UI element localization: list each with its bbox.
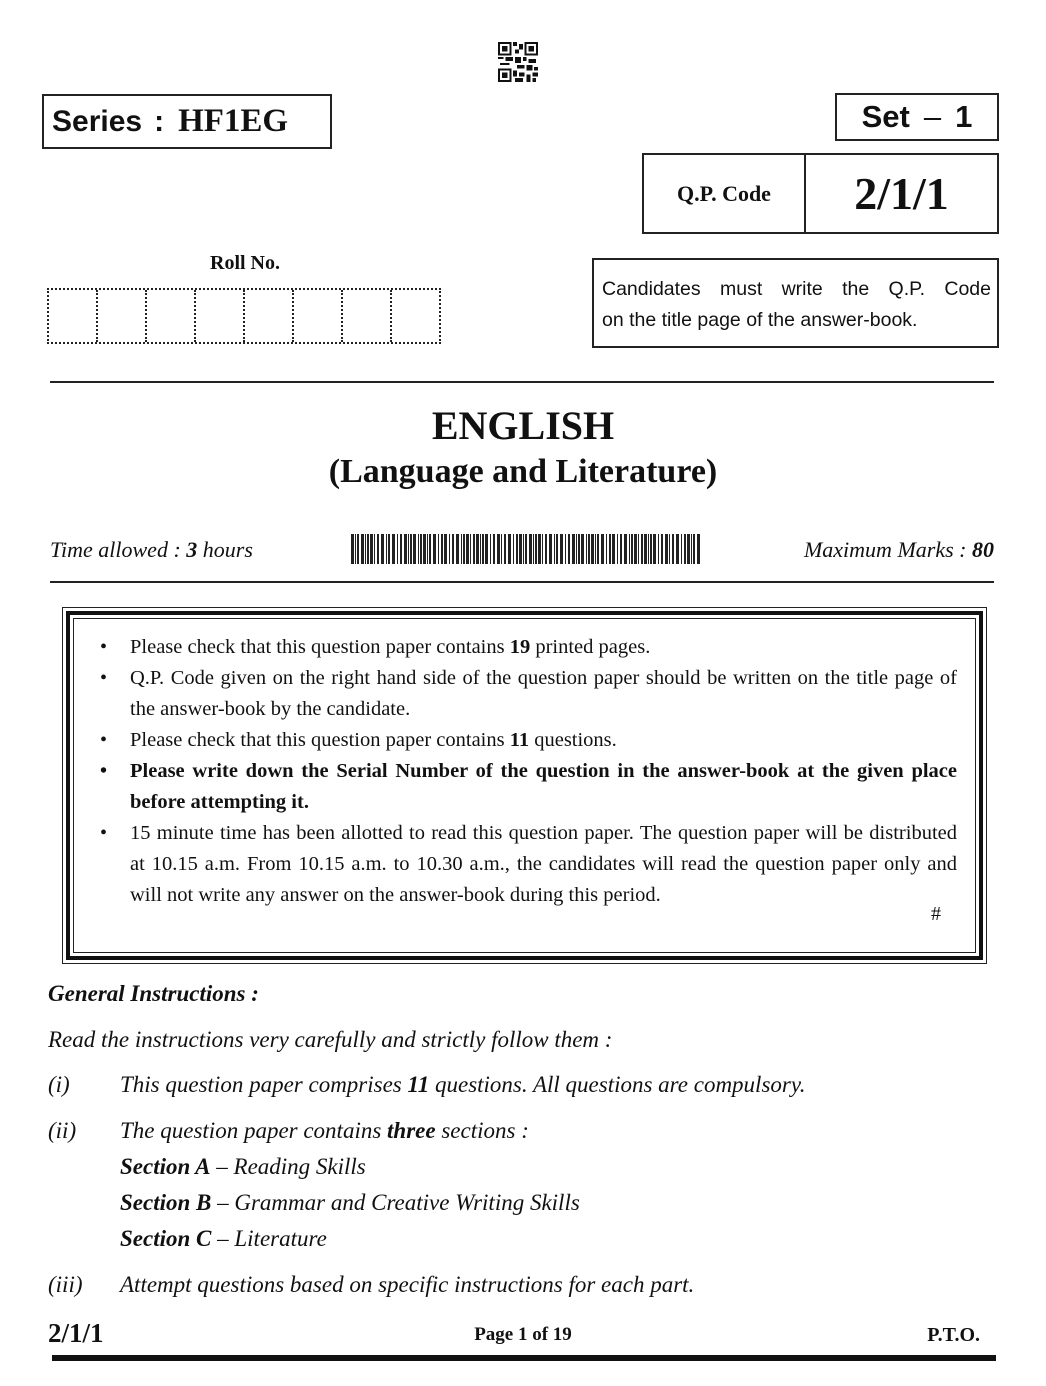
general-instruction-item: (ii) The question paper contains three sections : bbox=[48, 1118, 529, 1143]
instruction-item: • Please check that this question paper contains 11 questions. bbox=[98, 725, 957, 756]
general-instructions-intro: Read the instructions very carefully and strictly follow them : bbox=[48, 1027, 613, 1052]
series-label: Series bbox=[52, 104, 143, 138]
maximum-marks bbox=[804, 537, 994, 563]
roll-no-cell[interactable] bbox=[98, 290, 147, 342]
qr-code-icon bbox=[498, 42, 538, 82]
instruction-item: • Please check that this question paper contains 19 printed pages. bbox=[98, 632, 957, 663]
general-instruction-item: (iii) Attempt questions based on specific instructions for each part. bbox=[48, 1272, 695, 1297]
instruction-item: • Q.P. Code given on the right hand side of the question paper should be written on the title page of the answer-book by the candidate. bbox=[98, 663, 957, 725]
pto-label: P.T.O. bbox=[927, 1324, 980, 1346]
hash-mark: # bbox=[931, 903, 941, 925]
roll-no-cell[interactable] bbox=[196, 290, 245, 342]
divider-bottom bbox=[50, 581, 994, 583]
roll-no-boxes bbox=[47, 288, 441, 344]
series-box bbox=[42, 94, 332, 149]
roll-no-cell[interactable] bbox=[392, 290, 439, 342]
general-instruction-item: (i) This question paper comprises 11 questions. All questions are compulsory. bbox=[48, 1072, 806, 1097]
time-label: Time allowed : bbox=[50, 537, 187, 562]
candidate-note-line2: on the title page of the answer-book. bbox=[602, 309, 918, 331]
roll-no-cell[interactable] bbox=[343, 290, 392, 342]
set-number: 1 bbox=[955, 99, 973, 134]
series-code: HF1EG bbox=[178, 103, 289, 139]
barcode-icon bbox=[351, 534, 703, 564]
candidate-note-box bbox=[592, 258, 999, 348]
section-line: Section C – Literature bbox=[120, 1226, 327, 1251]
qp-code-value: 2/1/1 bbox=[854, 168, 949, 219]
subject-title: ENGLISH bbox=[431, 403, 615, 448]
qp-code-label: Q.P. Code bbox=[644, 155, 806, 232]
time-unit: hours bbox=[197, 537, 253, 562]
section-line: Section A – Reading Skills bbox=[120, 1154, 366, 1179]
roll-no-cell[interactable] bbox=[147, 290, 196, 342]
roll-no-label: Roll No. bbox=[210, 252, 280, 274]
instruction-item: • Please write down the Serial Number of the question in the answer-book at the given place before attempting it. bbox=[98, 756, 957, 818]
subject-subtitle: (Language and Literature) bbox=[328, 453, 718, 490]
roll-no-cell[interactable] bbox=[49, 290, 98, 342]
section-line: Section B – Grammar and Creative Writing Skills bbox=[120, 1190, 580, 1215]
candidate-note-line1: Candidates must write the Q.P. Code bbox=[602, 278, 991, 300]
marks-value: 80 bbox=[972, 537, 994, 562]
set-label: Set bbox=[861, 99, 910, 134]
divider-top bbox=[50, 381, 994, 383]
instructions-box bbox=[62, 607, 987, 964]
roll-no-cell[interactable] bbox=[245, 290, 294, 342]
footer-rule bbox=[52, 1355, 996, 1361]
series-separator: : bbox=[154, 104, 165, 138]
page-indicator: Page 1 of 19 bbox=[474, 1324, 572, 1345]
marks-label: Maximum Marks : bbox=[803, 537, 972, 562]
time-value: 3 bbox=[186, 537, 198, 562]
set-dash: – bbox=[923, 99, 942, 134]
instructions-list bbox=[98, 632, 957, 911]
set-box bbox=[835, 93, 999, 141]
footer-qp-code: 2/1/1 bbox=[48, 1318, 104, 1348]
qp-code-box bbox=[642, 153, 999, 234]
general-instructions-heading: General Instructions : bbox=[48, 981, 259, 1006]
instruction-item: • 15 minute time has been allotted to read this question paper. The question paper will be distributed at 10.15 a.m. From 10.15 a.m. to 10.30 a.m., the candidates will read the question paper only and will not write any answer on the answer-book during this period. bbox=[98, 818, 957, 911]
roll-no-cell[interactable] bbox=[294, 290, 343, 342]
time-allowed bbox=[50, 537, 253, 563]
